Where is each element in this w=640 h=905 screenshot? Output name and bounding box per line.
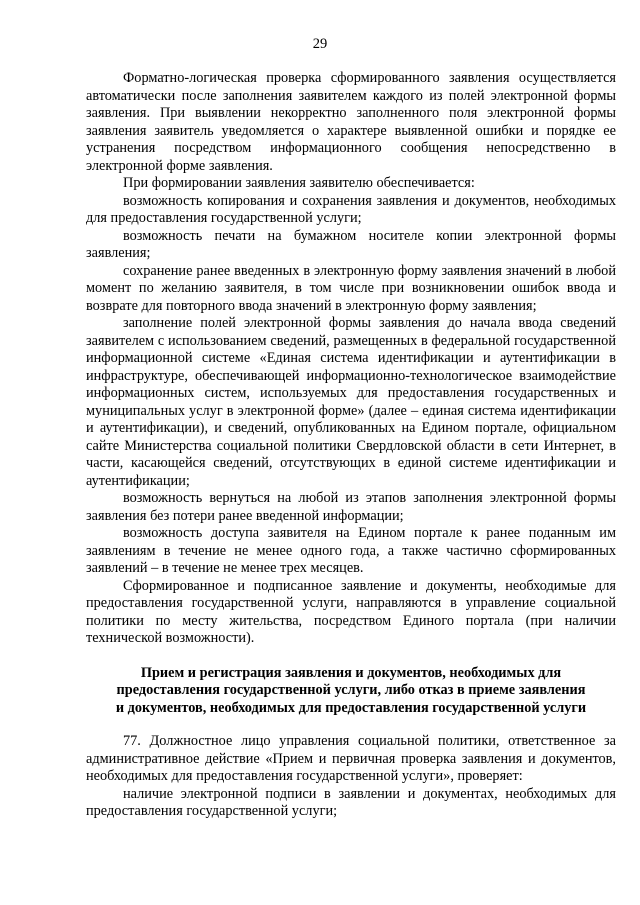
list-item-copy-save: возможность копирования и сохранения заявления и документов, необходимых для предоставления государственной услуги; [86,192,616,226]
spacer [86,648,616,665]
list-item-print: возможность печати на бумажном носителе копии электронной формы заявления; [86,227,616,261]
list-item-save-values: сохранение ранее введенных в электронную форму заявления значений в любой момент по желанию заявителя, в том числе при возникновении ошибок ввода и возврате для повторного ввода значений в электронную форму заявления; [86,262,616,314]
paragraph-submission: Сформированное и подписанное заявление и документы, необходимые для предоставления государственной услуги, направляются в управление социальной политики по месту жительства, посредством Единого портала (при наличии технической возможности). [86,577,616,646]
section-heading-line-1: Прием и регистрация заявления и документов, необходимых для [140,664,562,681]
paragraph-format-check: Форматно-логическая проверка сформированного заявления осуществляется автоматически после заполнения заявителем каждого из полей электронной формы заявления. При выявлении некорректно заполненного поля электронной формы заявления заявитель уведомляется о характере выявленной ошибки и порядке ее устранения посредством информационного сообщения непосредственно в электронной форме заявления. [86,70,616,174]
paragraph-77: 77. Должностное лицо управления социальной политики, ответственное за административное действие «Прием и первичная проверка заявления и документов, необходимых для предоставления государственной услуги», проверяет: [86,733,616,784]
list-item-autofill: заполнение полей электронной формы заявления до начала ввода сведений заявителем с использованием сведений, размещенных в федеральной государственной информационной системе «Единая система идентификации и аутентификации в инфраструктуре, обеспечивающей информационно-технологическое взаимодействие информационных систем, используемых для предоставления государственных и муниципальных услуг в электронной форме» (далее – единая система идентификации и аутентификации), и сведений, опубликованных на Едином портале, официальном сайте Министерства социальной политики Свердловской области в сети Интернет, в части, касающейся сведений, отсутствующих в единой системе идентификации и аутентификации; [86,315,616,489]
spacer [86,717,616,733]
section-heading-line-3: и документов, необходимых для предоставления государственной услуги [115,699,587,716]
list-item-signature-check: наличие электронной подписи в заявлении и документах, необходимых для предоставления государственной услуги; [86,785,616,819]
page-number: 29 [312,36,328,52]
paragraph-provision-intro: При формировании заявления заявителю обеспечивается: [123,175,475,191]
section-heading-line-2: предоставления государственной услуги, либо отказ в приеме заявления [116,682,586,698]
document-body [86,70,616,821]
section-heading [86,665,616,718]
list-item-access-history: возможность доступа заявителя на Едином портале к ранее поданным им заявлениям в течение не менее одного года, а также частично сформированных заявлений – в течение не менее трех месяцев. [86,525,616,576]
list-item-return-steps: возможность вернуться на любой из этапов заполнения электронной формы заявления без потери ранее введенной информации; [86,490,616,524]
